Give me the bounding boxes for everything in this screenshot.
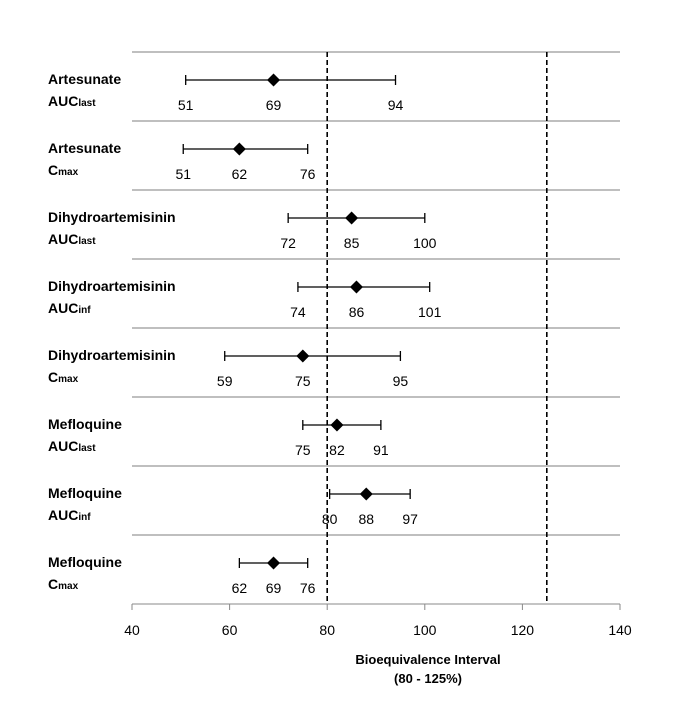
row-metric-label — [48, 576, 79, 592]
point-estimate-marker — [330, 419, 343, 432]
metric-name: C — [48, 162, 59, 178]
metric-subscript: max — [58, 167, 79, 178]
ci-upper-label: 76 — [299, 580, 316, 596]
metric-subscript: inf — [78, 512, 91, 523]
row-metric-label — [48, 507, 91, 523]
x-axis — [124, 604, 632, 638]
point-estimate-marker — [267, 74, 280, 87]
metric-name: AUC — [48, 93, 79, 109]
ci-upper-label: 76 — [299, 166, 316, 182]
ci-upper-label: 94 — [387, 97, 404, 113]
point-estimate-label: 88 — [358, 511, 375, 527]
point-estimate-marker — [350, 281, 363, 294]
ci-upper-label: 95 — [392, 373, 409, 389]
metric-subscript: inf — [78, 305, 91, 316]
forest-row — [48, 209, 437, 251]
x-tick-label: 60 — [221, 622, 238, 638]
ci-lower-label: 62 — [231, 580, 248, 596]
ci-lower-label: 72 — [280, 235, 296, 251]
forest-row — [48, 485, 418, 527]
point-estimate-marker — [345, 212, 358, 225]
metric-name: AUC — [48, 231, 79, 247]
forest-row — [48, 554, 316, 596]
ci-lower-label: 74 — [290, 304, 306, 320]
ci-lower-label: 59 — [216, 373, 233, 389]
metric-name: AUC — [48, 438, 79, 454]
metric-subscript: last — [78, 236, 96, 247]
ci-upper-label: 100 — [413, 235, 437, 251]
point-estimate-label: 69 — [265, 97, 282, 113]
x-tick-label: 120 — [510, 622, 535, 638]
row-metric-label — [48, 162, 79, 178]
forest-row — [48, 140, 316, 182]
metric-subscript: max — [58, 374, 79, 385]
row-metric-label — [48, 369, 79, 385]
point-estimate-label: 69 — [265, 580, 282, 596]
point-estimate-marker — [233, 143, 246, 156]
row-drug-label: Mefloquine — [48, 554, 122, 570]
point-estimate-marker — [360, 488, 373, 501]
row-drug-label: Dihydroartemisinin — [48, 209, 176, 225]
point-estimate-label: 82 — [329, 442, 345, 458]
row-drug-label: Mefloquine — [48, 485, 122, 501]
row-drug-label: Mefloquine — [48, 416, 122, 432]
forest-row — [48, 71, 404, 113]
x-tick-label: 140 — [608, 622, 632, 638]
ci-lower-label: 51 — [175, 166, 192, 182]
x-axis-title: Bioequivalence Interval — [355, 652, 501, 667]
ci-upper-label: 91 — [373, 442, 389, 458]
row-metric-label — [48, 93, 96, 109]
row-metric-label — [48, 231, 96, 247]
ci-lower-label: 80 — [321, 511, 338, 527]
forest-row — [48, 347, 408, 389]
metric-name: AUC — [48, 507, 79, 523]
ci-lower-label: 75 — [295, 442, 311, 458]
ci-lower-label: 51 — [177, 97, 194, 113]
point-estimate-marker — [296, 350, 309, 363]
forest-row — [48, 278, 442, 320]
point-estimate-label: 62 — [231, 166, 248, 182]
x-tick-label: 40 — [124, 622, 140, 638]
metric-subscript: last — [78, 98, 96, 109]
point-estimate-label: 75 — [295, 373, 311, 389]
row-metric-label — [48, 300, 91, 316]
row-drug-label: Dihydroartemisinin — [48, 278, 176, 294]
metric-name: AUC — [48, 300, 79, 316]
ci-upper-label: 101 — [418, 304, 442, 320]
row-drug-label: Dihydroartemisinin — [48, 347, 176, 363]
x-tick-label: 100 — [413, 622, 437, 638]
ci-upper-label: 97 — [402, 511, 418, 527]
row-drug-label: Artesunate — [48, 140, 122, 156]
rows-group — [48, 71, 442, 596]
row-metric-label — [48, 438, 96, 454]
point-estimate-marker — [267, 557, 280, 570]
forest-row — [48, 416, 389, 458]
row-drug-label: Artesunate — [48, 71, 122, 87]
point-estimate-label: 86 — [348, 304, 365, 320]
metric-subscript: max — [58, 581, 79, 592]
metric-name: C — [48, 576, 59, 592]
point-estimate-label: 85 — [343, 235, 360, 251]
x-tick-label: 80 — [319, 622, 335, 638]
metric-subscript: last — [78, 443, 96, 454]
x-axis-subtitle: (80 - 125%) — [394, 671, 462, 686]
metric-name: C — [48, 369, 59, 385]
